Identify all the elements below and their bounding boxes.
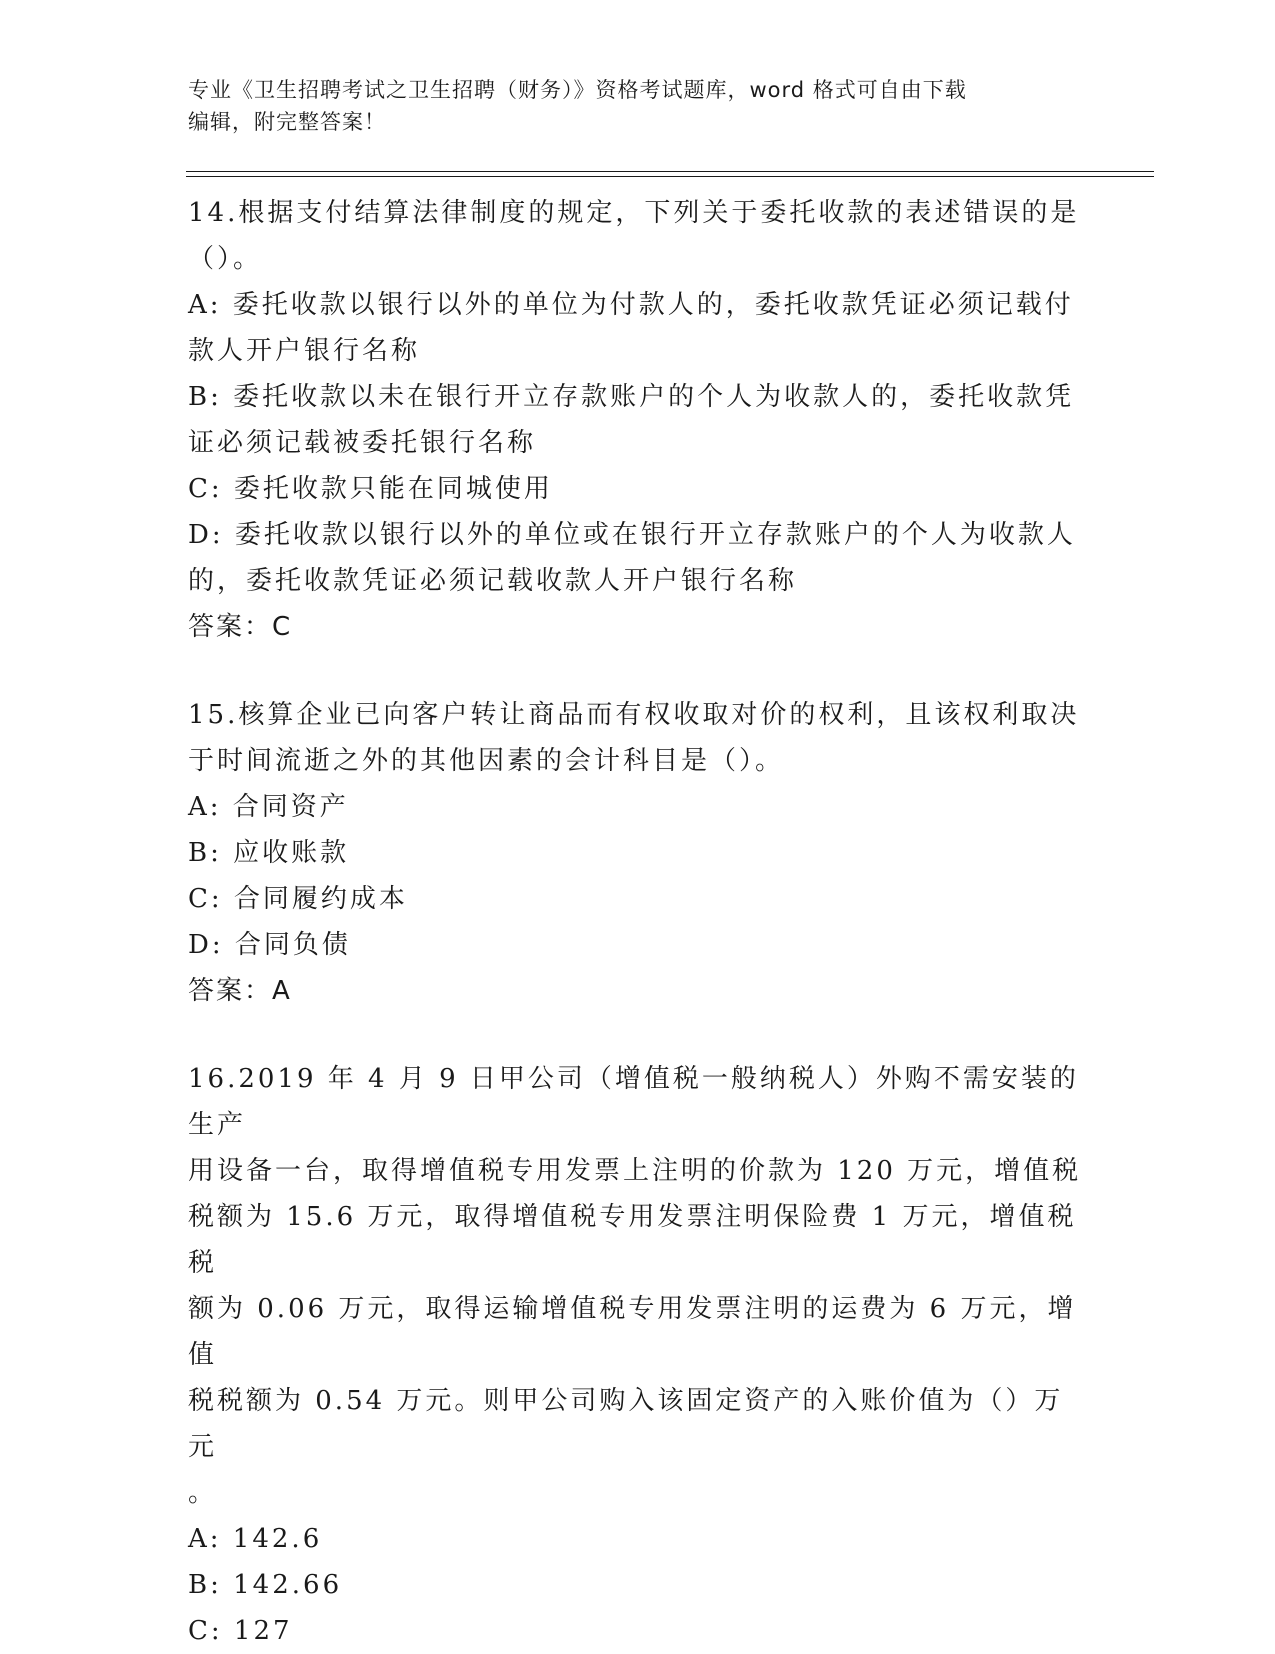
option-line: B: 142.66: [188, 1570, 343, 1600]
option-line: D: 委托收款以银行以外的单位或在银行开立存款账户的个人为收款人: [188, 520, 1076, 550]
option-line: 的，委托收款凭证必须记载收款人开户银行名称: [188, 566, 798, 596]
option-c: [188, 876, 1088, 922]
option-b: [188, 1562, 1088, 1608]
document-header: [188, 74, 1088, 138]
option-a: [188, 1516, 1088, 1562]
question-stem-line: 15.核算企业已向客户转让商品而有权收取对价的权利，且该权利取决: [188, 700, 1080, 730]
header-divider-bottom: [186, 176, 1154, 177]
question-stem-line: 税税额为 0.54 万元。则甲公司购入该固定资产的入账价值为（）万元: [188, 1386, 1064, 1462]
option-a: [188, 784, 1088, 830]
option-d: [188, 922, 1088, 968]
option-b: [188, 830, 1088, 876]
question-stem-line: 用设备一台，取得增值税专用发票上注明的价款为 120 万元，增值税: [188, 1156, 1082, 1186]
option-line: B: 委托收款以未在银行开立存款账户的个人为收款人的，委托收款凭: [188, 382, 1075, 412]
answer-label: 答案：C: [188, 612, 293, 642]
option-line: 款人开户银行名称: [188, 336, 421, 366]
question-stem-line: 。: [188, 1478, 218, 1508]
question-stem-line: 税额为 15.6 万元，取得增值税专用发票注明保险费 1 万元，增值税税: [188, 1202, 1077, 1278]
option-line: A: 合同资产: [188, 792, 349, 822]
option-line: C: 127: [188, 1616, 293, 1646]
question-stem-line: 14.根据支付结算法律制度的规定，下列关于委托收款的表述错误的是: [188, 198, 1080, 228]
option-line: C: 合同履约成本: [188, 884, 408, 914]
question-14: [188, 190, 1088, 650]
option-line: C: 委托收款只能在同城使用: [188, 474, 553, 504]
question-spacer: [188, 650, 1088, 692]
header-line-1: 专业《卫生招聘考试之卫生招聘（财务）》资格考试题库，word 格式可自由下载: [188, 78, 967, 102]
question-16: [188, 1056, 1088, 1654]
question-stem-line: 16.2019 年 4 月 9 日甲公司（增值税一般纳税人）外购不需安装的生产: [188, 1064, 1079, 1140]
option-d: [188, 512, 1088, 604]
option-a: [188, 282, 1088, 374]
option-line: A: 委托收款以银行以外的单位为付款人的，委托收款凭证必须记载付: [188, 290, 1074, 320]
option-line: D: 合同负债: [188, 930, 351, 960]
header-divider-top: [186, 171, 1154, 172]
option-line: 证必须记载被委托银行名称: [188, 428, 537, 458]
question-15: [188, 692, 1088, 1014]
option-b: [188, 374, 1088, 466]
option-c: [188, 1608, 1088, 1654]
question-spacer: [188, 1014, 1088, 1056]
option-line: B: 应收账款: [188, 838, 350, 868]
question-stem-line: 额为 0.06 万元，取得运输增值税专用发票注明的运费为 6 万元，增值: [188, 1294, 1077, 1370]
option-line: A: 142.6: [188, 1524, 323, 1554]
question-list: [188, 190, 1088, 1654]
question-stem-line: （）。: [188, 244, 263, 274]
option-c: [188, 466, 1088, 512]
question-stem-line: 于时间流逝之外的其他因素的会计科目是（）。: [188, 746, 785, 776]
header-line-2: 编辑，附完整答案！: [188, 110, 386, 134]
answer-label: 答案：A: [188, 976, 292, 1006]
